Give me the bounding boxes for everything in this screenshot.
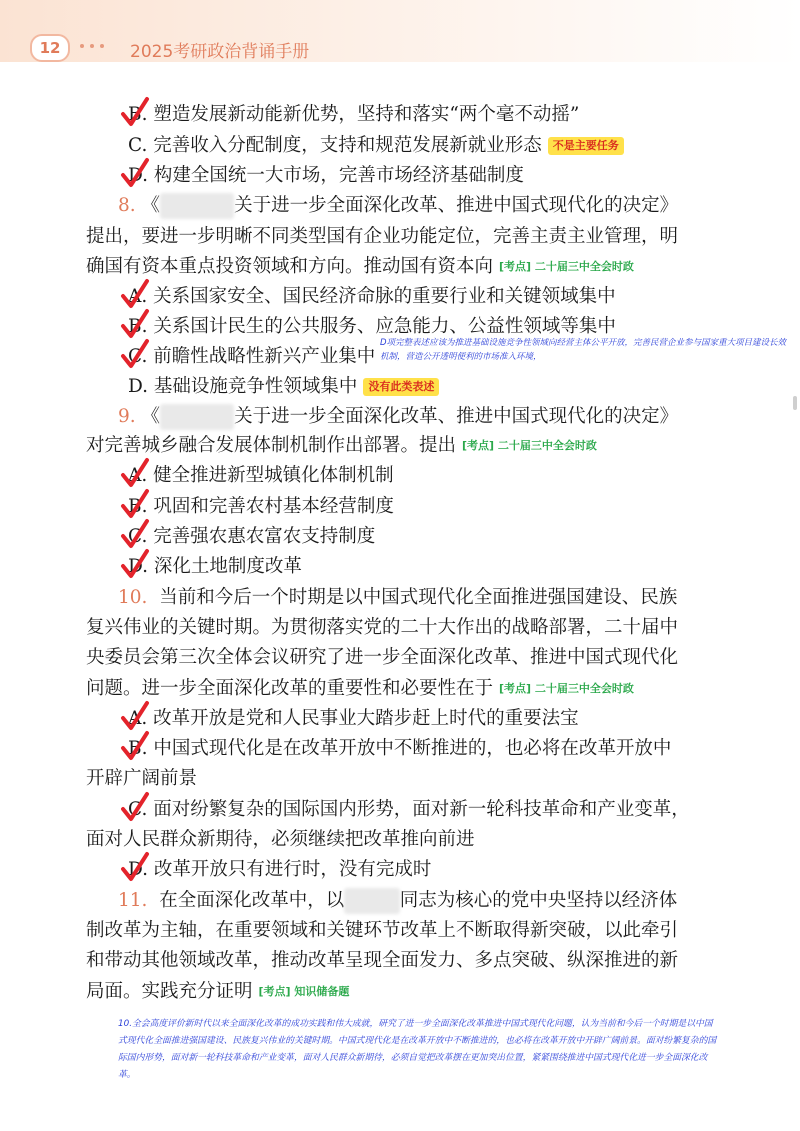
q9-line-1: 9. 《 关于进一步全面深化改革、推进中国式现代化的决定》 bbox=[118, 404, 678, 430]
red-check-icon bbox=[120, 700, 150, 734]
highlight-badge: 没有此类表述 bbox=[363, 378, 439, 396]
red-check-icon bbox=[120, 730, 150, 764]
q8-line-3: 确国有资本重点投资领域和方向。推动国有资本向 [考点] 二十届三中全会时政 bbox=[86, 256, 634, 277]
red-check-icon bbox=[120, 851, 150, 885]
q9-option-c: C. 完善强农惠农富农支持制度 bbox=[128, 526, 376, 547]
red-check-icon bbox=[120, 791, 150, 825]
q10-number: 10. bbox=[118, 587, 148, 608]
q11-number: 11. bbox=[118, 890, 148, 911]
red-check-icon bbox=[120, 157, 150, 191]
book-title: 2025考研政治背诵手册 bbox=[130, 42, 310, 62]
q8-line-1: 8. 《 关于进一步全面深化改革、推进中国式现代化的决定》 bbox=[118, 193, 678, 219]
q9-line-2: 对完善城乡融合发展体制机制作出部署。提出 [考点] 二十届三中全会时政 bbox=[86, 435, 597, 456]
highlight-badge: 不是主要任务 bbox=[548, 137, 624, 155]
q10-line-4: 问题。进一步全面深化改革的重要性和必要性在于 [考点] 二十届三中全会时政 bbox=[86, 678, 634, 699]
blurred-text bbox=[160, 193, 234, 219]
q10-line-3: 央委员会第三次全体会议研究了进一步全面深化改革、推进中国式现代化 bbox=[86, 647, 679, 668]
q8-line-2: 提出，要进一步明晰不同类型国有企业功能定位，完善主责主业管理，明 bbox=[86, 226, 679, 247]
q8-option-c: C. 前瞻性战略性新兴产业集中 bbox=[128, 346, 376, 367]
q10-option-d: D. 改革开放只有进行时，没有完成时 bbox=[128, 859, 432, 880]
q9-number: 9. bbox=[118, 406, 136, 427]
q7-option-d: D. 构建全国统一大市场，完善市场经济基础制度 bbox=[128, 165, 524, 186]
q10-line-1: 10. 当前和今后一个时期是以中国式现代化全面推进强国建设、民族 bbox=[118, 587, 678, 608]
q11-line-3: 和带动其他领域改革，推动改革呈现全面发力、多点突破、纵深推进的新 bbox=[86, 950, 679, 971]
header-dots bbox=[80, 44, 104, 48]
q8-option-d: D. 基础设施竞争性领域集中 没有此类表述 bbox=[128, 374, 439, 400]
q8-number: 8. bbox=[118, 195, 136, 216]
red-check-icon bbox=[120, 518, 150, 552]
q10-option-b: B. 中国式现代化是在改革开放中不断推进的，也必将在改革开放中 bbox=[128, 738, 672, 759]
red-check-icon bbox=[120, 457, 150, 491]
red-check-icon bbox=[120, 338, 150, 372]
handwritten-note-q10: 10.全会高度评价新时代以来全面深化改革的成功实践和伟大成就，研究了进一步全面深化改革推进中国式现代化问题，认为当前和今后一个时期是以中国式现代化全面推进强国建设、民族复兴伟业的关键时期。中国式现代化是在改革开放中不断推进的，也必将在改革开放中开辟广阔前景。面对纷繁复杂的国际国内形势，面对新一轮科技革命和产业变革，面对人民群众新期待，必须自觉把改革摆在更加突出位置，紧紧围绕推进中国式现代化进一步全面深化改革。 bbox=[118, 1019, 717, 1080]
red-check-icon bbox=[120, 548, 150, 582]
q10-option-a: A. 改革开放是党和人民事业大踏步赶上时代的重要法宝 bbox=[128, 708, 579, 729]
blurred-text bbox=[160, 404, 234, 430]
q7-option-b: B. 塑造发展新动能新优势，坚持和落实“两个毫不动摇” bbox=[128, 104, 580, 125]
red-check-icon bbox=[120, 488, 150, 522]
kaodian-tag: [考点] 二十届三中全会时政 bbox=[499, 260, 634, 273]
handwritten-note-d: D项完整表述应该为推进基础设施竞争性领域向经营主体公平开放，完善民营企业参与国家重大项目建设长效机制，营造公开透明便利的市场准入环境， bbox=[380, 338, 787, 362]
q9-option-b: B. 巩固和完善农村基本经营制度 bbox=[128, 496, 394, 517]
q9-option-d: D. 深化土地制度改革 bbox=[128, 556, 302, 577]
blurred-text bbox=[344, 888, 400, 914]
q11-line-1: 11. 在全面深化改革中，以 同志为核心的党中央坚持以经济体 bbox=[118, 888, 677, 914]
red-check-icon bbox=[120, 278, 150, 312]
page-number: 12 bbox=[30, 34, 70, 62]
q8-option-a: A. 关系国家安全、国民经济命脉的重要行业和关键领域集中 bbox=[128, 286, 616, 307]
q11-line-4: 局面。实践充分证明 [考点] 知识储备题 bbox=[86, 981, 350, 1002]
q10-line-2: 复兴伟业的关键时期。为贯彻落实党的二十大作出的战略部署，二十届中 bbox=[86, 617, 679, 638]
page-edge-mark bbox=[793, 396, 797, 410]
q7-option-c: C. 完善收入分配制度，支持和规范发展新就业形态 不是主要任务 bbox=[128, 133, 624, 159]
page-header bbox=[0, 0, 800, 62]
kaodian-tag: [考点] 知识储备题 bbox=[258, 985, 350, 998]
q10-option-b-cont: 开辟广阔前景 bbox=[86, 768, 198, 789]
q10-option-c-cont: 面对人民群众新期待，必须继续把改革推向前进 bbox=[86, 829, 475, 850]
red-check-icon bbox=[120, 96, 150, 130]
q11-line-2: 制改革为主轴，在重要领域和关键环节改革上不断取得新突破，以此牵引 bbox=[86, 920, 679, 941]
kaodian-tag: [考点] 二十届三中全会时政 bbox=[499, 682, 634, 695]
red-check-icon bbox=[120, 308, 150, 342]
q10-option-c: C. 面对纷繁复杂的国际国内形势，面对新一轮科技革命和产业变革， bbox=[128, 799, 690, 820]
q8-option-b: B. 关系国计民生的公共服务、应急能力、公益性领域等集中 bbox=[128, 316, 616, 337]
q9-option-a: A. 健全推进新型城镇化体制机制 bbox=[128, 465, 394, 486]
kaodian-tag: [考点] 二十届三中全会时政 bbox=[462, 439, 597, 452]
